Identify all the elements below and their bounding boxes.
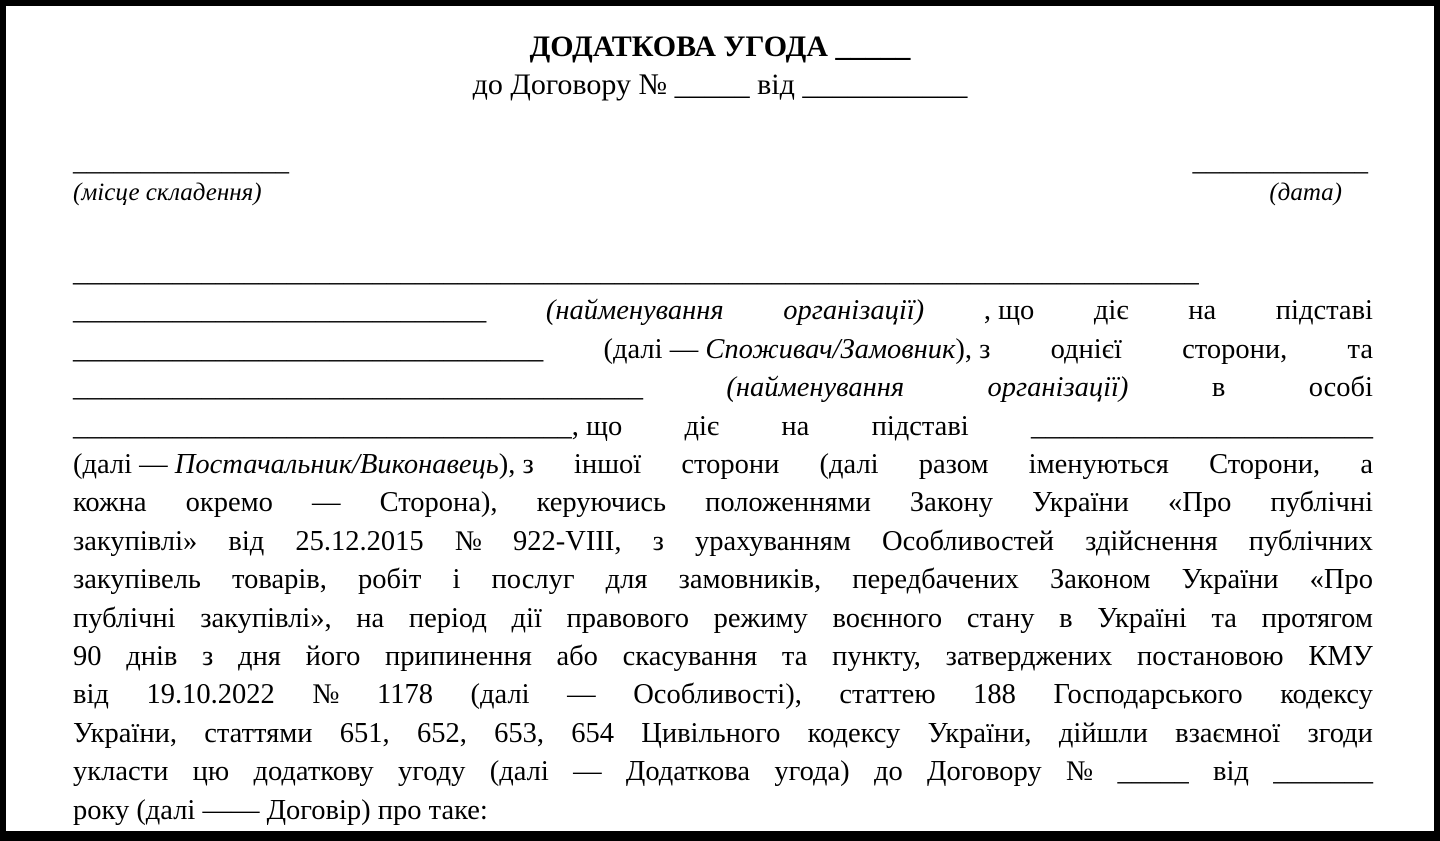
text-word: , що xyxy=(983,295,1035,327)
text-word: від xyxy=(73,679,109,711)
text-word: урахуванням xyxy=(694,525,851,557)
text-word: 922-VIII, xyxy=(513,525,622,557)
text-word: днів xyxy=(126,641,178,672)
text-word: та xyxy=(781,641,808,672)
text-word: дійшли xyxy=(1058,717,1148,749)
text-line xyxy=(73,638,1373,676)
text-word: _____ xyxy=(1117,756,1189,788)
text-word: № xyxy=(454,525,482,557)
text-word: кодексу xyxy=(1280,679,1373,711)
date-caption: (дата) xyxy=(1269,179,1342,206)
text-word: ________________________ xyxy=(1030,410,1373,442)
text-word: на xyxy=(356,602,385,634)
text-word: або xyxy=(556,641,598,672)
text-word: укласти xyxy=(73,756,169,788)
text-word: Цивільного xyxy=(641,717,781,749)
text-word: правового xyxy=(566,602,689,634)
text-word: постановою xyxy=(1136,641,1284,672)
text-word: _________________________________ xyxy=(73,333,544,365)
text-line xyxy=(73,561,1373,599)
date-blank: _____________ xyxy=(1192,146,1368,176)
text-word: публічні xyxy=(73,602,176,634)
text-word: ___________________________________, що xyxy=(73,410,623,442)
text-word: підставі xyxy=(871,410,969,442)
text-word: Законом xyxy=(1049,564,1151,596)
text-line xyxy=(73,715,1373,753)
text-group xyxy=(73,446,534,484)
text-word: публічні xyxy=(1270,487,1373,519)
text-word: взаємної xyxy=(1175,717,1281,749)
text-word: для xyxy=(605,564,648,596)
text-word: іншої xyxy=(573,449,642,480)
text-word: разом xyxy=(918,449,989,480)
text-word: року (далі —— Договір) про таке: xyxy=(73,794,488,826)
text-word: на xyxy=(781,410,810,442)
text-word: (далі xyxy=(470,679,530,711)
text-word: скасування xyxy=(622,641,758,672)
text-word: від xyxy=(228,525,265,557)
text-word: Особливостей xyxy=(882,525,1054,557)
text-word: ________________________________________ xyxy=(73,372,643,404)
text-word: 1178 xyxy=(377,679,433,711)
text-word: до xyxy=(873,756,903,788)
text-word: період xyxy=(408,602,487,634)
text-word: (найменування xyxy=(726,372,905,404)
text-word: Споживач/Замовник xyxy=(705,333,956,365)
text-word: 651, xyxy=(339,717,390,749)
text-word: від xyxy=(1213,756,1249,788)
text-word: статтями xyxy=(204,717,313,749)
text-word: окремо xyxy=(185,487,273,519)
text-word: однієї xyxy=(1050,333,1122,365)
text-word: сторони xyxy=(681,449,780,480)
text-line xyxy=(73,792,1373,830)
text-word: 25.12.2015 xyxy=(295,525,424,557)
text-word: КМУ xyxy=(1308,641,1373,672)
text-word: Договору xyxy=(927,756,1042,788)
text-word: діє xyxy=(684,410,720,442)
text-word: (далі — xyxy=(73,449,175,480)
text-word: з xyxy=(652,525,664,557)
text-word: припинення xyxy=(385,641,532,672)
text-word: ), з xyxy=(498,449,534,480)
text-word: (далі — xyxy=(603,333,706,365)
text-word: воєнного xyxy=(832,602,943,634)
text-line xyxy=(73,408,1373,446)
text-line xyxy=(73,292,1373,330)
text-word: передбачених xyxy=(852,564,1019,596)
text-word: здійснення xyxy=(1085,525,1218,557)
text-word: України xyxy=(1181,564,1279,596)
text-line xyxy=(73,331,1373,369)
text-word: Особливості), xyxy=(633,679,802,711)
text-word: угоду xyxy=(398,756,466,788)
text-word: положеннями xyxy=(705,487,871,519)
text-word: (далі xyxy=(819,449,879,480)
text-word: № xyxy=(312,679,340,711)
text-word: ), з xyxy=(955,333,991,365)
text-word: (далі xyxy=(489,756,549,788)
text-word: затверджених xyxy=(945,641,1113,672)
text-line xyxy=(73,484,1373,522)
text-line xyxy=(73,600,1373,638)
text-word: організації) xyxy=(783,295,925,327)
text-word: закупівлі», xyxy=(200,602,332,634)
text-word: замовників, xyxy=(678,564,822,596)
text-word: іменуються xyxy=(1028,449,1169,480)
text-word: робіт xyxy=(357,564,422,596)
text-word: з xyxy=(202,641,214,672)
text-word: та xyxy=(1211,602,1237,634)
text-word: № xyxy=(1065,756,1094,788)
text-word: в xyxy=(1059,602,1073,634)
text-word: в xyxy=(1211,372,1226,404)
text-word: _______________________________________________________________________________ xyxy=(73,257,1199,288)
text-word: його xyxy=(305,641,361,672)
text-word: товарів, xyxy=(232,564,327,596)
text-word: а xyxy=(1360,449,1373,480)
text-word: Постачальник/Виконавець xyxy=(174,449,499,480)
text-word: «Про xyxy=(1168,487,1232,519)
text-word: керуючись xyxy=(536,487,666,519)
text-word: України, xyxy=(927,717,1032,749)
text-word: кодексу xyxy=(807,717,901,749)
text-word: — xyxy=(573,756,602,788)
text-word: Україні xyxy=(1097,602,1187,634)
text-word: сторони, xyxy=(1182,333,1288,365)
text-word: діє xyxy=(1093,295,1129,327)
text-word: режиму xyxy=(713,602,808,634)
text-word: 19.10.2022 xyxy=(146,679,275,711)
text-word: _____________________________ xyxy=(73,295,487,327)
document-page xyxy=(6,6,1434,831)
text-word: Господарського xyxy=(1053,679,1243,711)
text-word: 90 xyxy=(73,641,102,672)
text-word: цю xyxy=(192,756,230,788)
text-line xyxy=(73,254,1373,292)
text-word: угода) xyxy=(774,756,850,788)
text-word: організації) xyxy=(987,372,1129,404)
text-word: (найменування xyxy=(545,295,724,327)
text-word: Сторони, xyxy=(1209,449,1321,480)
text-word: України, xyxy=(73,717,177,749)
text-line xyxy=(73,446,1373,484)
text-word: стану xyxy=(966,602,1035,634)
text-word: додаткову xyxy=(253,756,374,788)
text-word: _______ xyxy=(1273,756,1373,788)
text-word: закупівель xyxy=(73,564,201,596)
place-blank: ________________ xyxy=(73,146,289,176)
document-title: ДОДАТКОВА УГОДА _____ xyxy=(529,30,911,63)
text-word: статтею xyxy=(839,679,936,711)
text-word: пункту, xyxy=(832,641,921,672)
text-line xyxy=(73,523,1373,561)
text-word: «Про xyxy=(1309,564,1373,596)
text-word: протягом xyxy=(1261,602,1373,634)
text-word: 653, xyxy=(494,717,544,749)
text-word: України xyxy=(1032,487,1129,519)
text-word: кожна xyxy=(73,487,147,519)
text-word: публічних xyxy=(1248,525,1373,557)
text-word: 654 xyxy=(571,717,614,749)
text-word: Додаткова xyxy=(625,756,751,788)
text-word: і xyxy=(452,564,461,596)
document-subtitle: до Договору № _____ від ___________ xyxy=(472,68,968,101)
text-word: дня xyxy=(238,641,281,672)
text-word: 188 xyxy=(973,679,1016,711)
text-word: Сторона), xyxy=(379,487,498,519)
text-word: Закону xyxy=(909,487,993,519)
text-word: послуг xyxy=(491,564,575,596)
text-word: — xyxy=(311,487,341,519)
place-caption: (місце складення) xyxy=(73,179,262,206)
text-word: 652, xyxy=(416,717,467,749)
text-word: закупівлі» xyxy=(73,525,198,557)
text-group xyxy=(604,331,991,369)
text-word: на xyxy=(1188,295,1217,327)
text-line xyxy=(73,369,1373,407)
text-word: підставі xyxy=(1275,295,1373,327)
text-line xyxy=(73,753,1373,791)
text-word: та xyxy=(1347,333,1373,365)
text-word: дії xyxy=(511,602,542,634)
text-word: особі xyxy=(1308,372,1373,404)
text-word: згоди xyxy=(1307,717,1373,749)
text-word: — xyxy=(567,679,596,711)
text-line xyxy=(73,676,1373,714)
